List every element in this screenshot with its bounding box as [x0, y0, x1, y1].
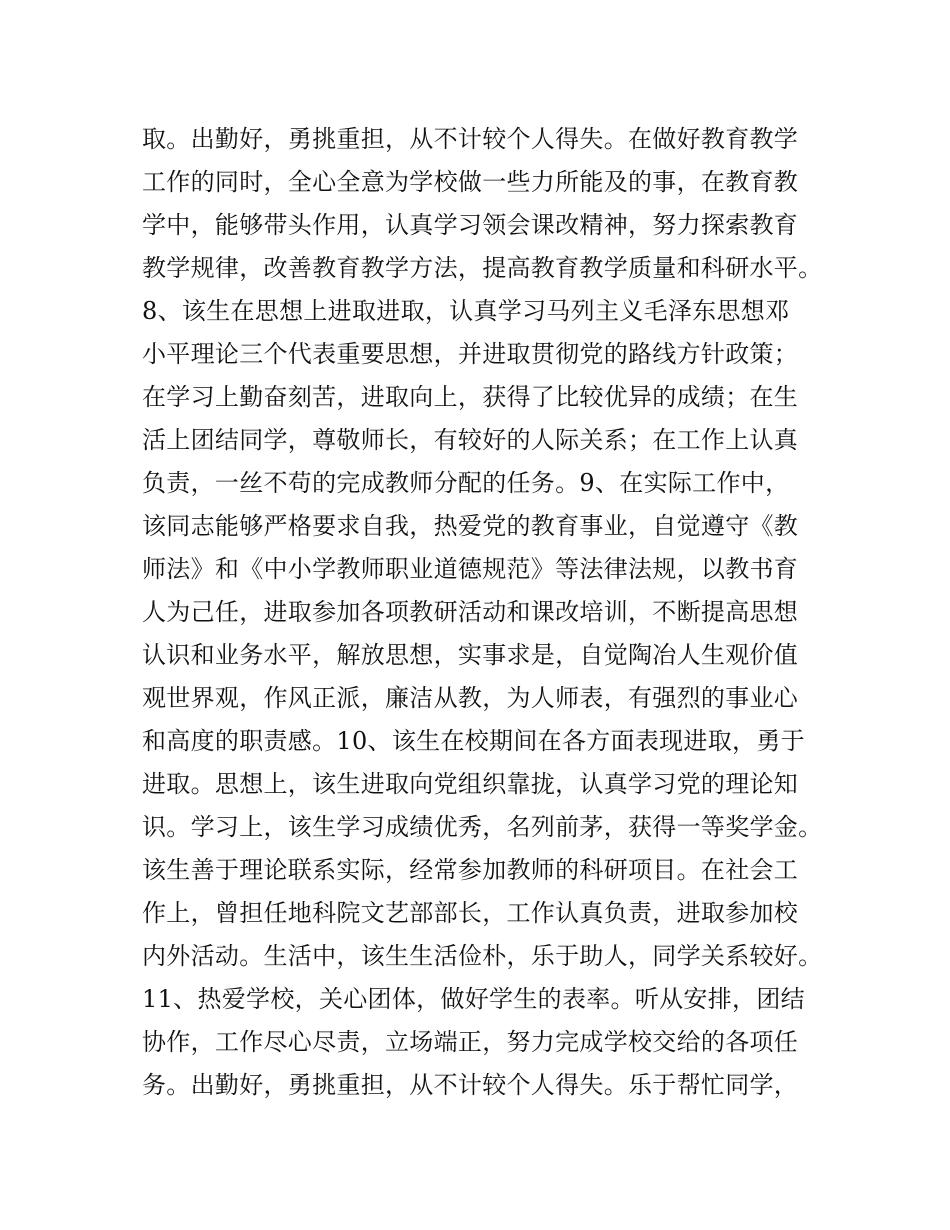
body-text	[142, 118, 842, 1107]
text-line: 师法》和《中小学教师职业道德规范》等法律法规，以教书育	[142, 555, 799, 583]
text-line: 学中，能够带头作用，认真学习领会课改精神，努力探索教育	[142, 211, 799, 239]
text-line: 在学习上勤奋刻苦，进取向上，获得了比较优异的成绩；在生	[142, 383, 799, 411]
text-line: 取。出勤好，勇挑重担，从不计较个人得失。在做好教育教学	[142, 125, 799, 153]
text-line: 协作，工作尽心尽责，立场端正，努力完成学校交给的各项任	[142, 1028, 799, 1056]
text-line: 工作的同时，全心全意为学校做一些力所能及的事，在教育教	[142, 168, 799, 196]
text-line: 该生善于理论联系实际，经常参加教师的科研项目。在社会工	[142, 856, 799, 884]
text-line: 识。学习上，该生学习成绩优秀，名列前茅，获得一等奖学金。	[142, 813, 823, 841]
text-line: 教学规律，改善教育教学方法，提高教育教学质量和科研水平。	[142, 254, 823, 282]
text-line: 活上团结同学，尊敬师长，有较好的人际关系；在工作上认真	[142, 426, 799, 454]
text-line: 作上，曾担任地科院文艺部部长，工作认真负责，进取参加校	[142, 899, 799, 927]
text-line: 人为己任，进取参加各项教研活动和课改培训，不断提高思想	[142, 598, 799, 626]
text-line: 该同志能够严格要求自我，热爱党的教育事业，自觉遵守《教	[142, 512, 799, 540]
text-line: 11、热爱学校，关心团体，做好学生的表率。听从安排，团结	[142, 985, 805, 1013]
text-line: 务。出勤好，勇挑重担，从不计较个人得失。乐于帮忙同学，	[142, 1071, 799, 1099]
text-line: 小平理论三个代表重要思想，并进取贯彻党的路线方针政策；	[142, 340, 799, 368]
text-line: 负责，一丝不苟的完成教师分配的任务。9、在实际工作中，	[142, 469, 790, 497]
text-line: 和高度的职责感。10、该生在校期间在各方面表现进取，勇于	[142, 727, 805, 755]
text-line: 8、该生在思想上进取进取，认真学习马列主义毛泽东思想邓	[142, 297, 790, 325]
text-line: 观世界观，作风正派，廉洁从教，为人师表，有强烈的事业心	[142, 684, 799, 712]
text-line: 进取。思想上，该生进取向党组织靠拢，认真学习党的理论知	[142, 770, 799, 798]
text-line: 内外活动。生活中，该生生活俭朴，乐于助人，同学关系较好。	[142, 942, 823, 970]
text-line: 认识和业务水平，解放思想，实事求是，自觉陶冶人生观价值	[142, 641, 799, 669]
